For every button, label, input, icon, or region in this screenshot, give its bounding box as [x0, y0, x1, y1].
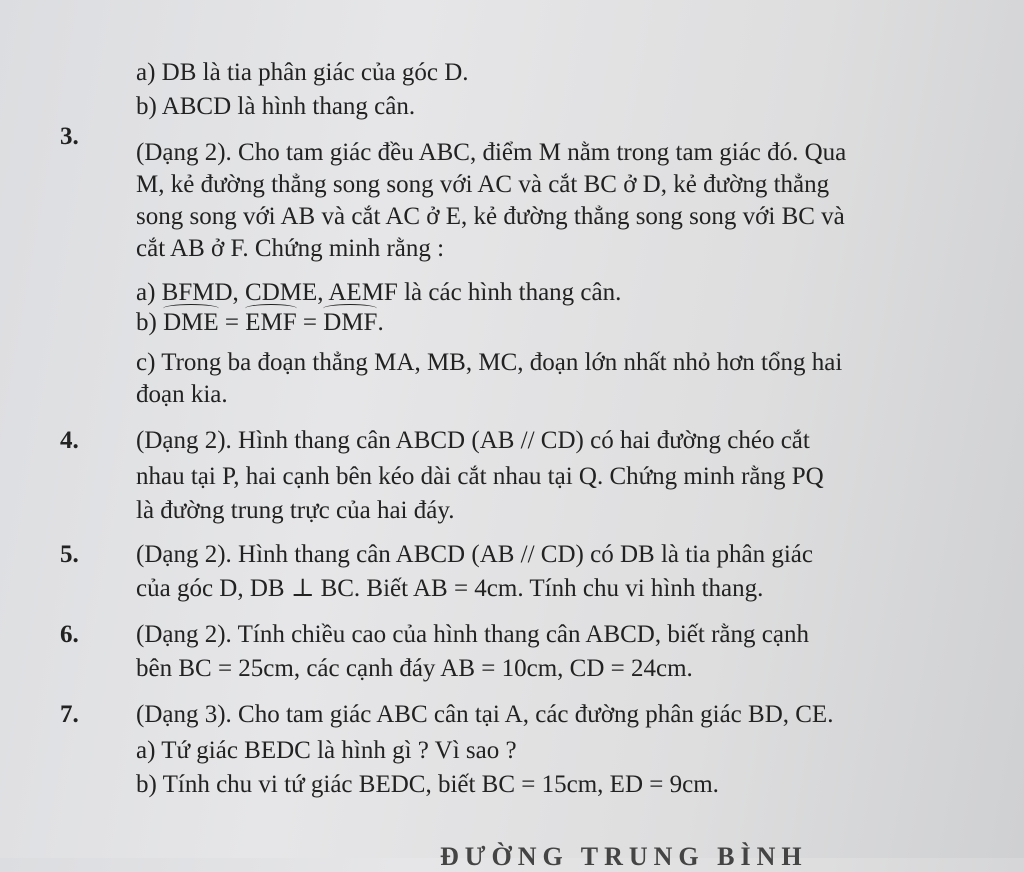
problem-4-line-3: là đường trung trực của hai đáy.: [136, 497, 455, 524]
problem-3-part-b: [136, 308, 384, 338]
angle-dme: DME: [163, 309, 219, 336]
problem-7-part-b: b) Tính chu vi tứ giác BEDC, biết BC = 15cm, ED = 9cm.: [136, 771, 719, 798]
problem-7-part-a: a) Tứ giác BEDC là hình gì ? Vì sao ?: [136, 737, 517, 764]
problem-7-number: 7.: [60, 701, 79, 728]
problem-5-number: 5.: [60, 541, 79, 568]
problem-4-number: 4.: [60, 427, 79, 454]
problem-4-line-2: nhau tại P, hai cạnh bên kéo dài cắt nhau tại Q. Chứng minh rằng PQ: [136, 463, 824, 490]
problem-3-line-1: (Dạng 2). Cho tam giác đều ABC, điểm M nằm trong tam giác đó. Qua: [136, 139, 847, 166]
part-b-label: b): [136, 309, 157, 336]
problem-3-part-a: a) BFMD, CDME, AEMF là các hình thang cân.: [136, 279, 622, 306]
problem-3-line-2: M, kẻ đường thẳng song song với AC và cắt BC ở D, kẻ đường thẳng: [136, 171, 830, 198]
problem-3-line-4: cắt AB ở F. Chứng minh rằng :: [136, 235, 445, 262]
item-2a: a) DB là tia phân giác của góc D.: [136, 59, 469, 86]
item-2b: b) ABCD là hình thang cân.: [136, 93, 416, 120]
problem-3-number: 3.: [60, 123, 79, 150]
problem-7-line-1: (Dạng 3). Cho tam giác ABC cân tại A, các đường phân giác BD, CE.: [136, 701, 834, 728]
problem-5-line-1: (Dạng 2). Hình thang cân ABCD (AB // CD) có DB là tia phân giác: [136, 541, 813, 568]
angle-dmf: DMF: [323, 309, 378, 336]
problem-3-line-3: song song với AB và cắt AC ở E, kẻ đường thẳng song song với BC và: [136, 203, 845, 230]
problem-6-line-1: (Dạng 2). Tính chiều cao của hình thang cân ABCD, biết rằng cạnh: [136, 621, 809, 648]
section-heading-partial: ĐƯỜNG TRUNG BÌNH: [440, 842, 808, 871]
angle-emf: EMF: [245, 309, 297, 336]
problem-3-part-c-line-1: c) Trong ba đoạn thẳng MA, MB, MC, đoạn lớn nhất nhỏ hơn tổng hai: [136, 349, 843, 376]
problem-3-part-c-line-2: đoạn kia.: [136, 381, 228, 408]
equals-sign: =: [224, 309, 239, 336]
problem-6-number: 6.: [60, 621, 79, 648]
equals-sign: =: [302, 309, 318, 336]
problem-5-line-2: của góc D, DB ⊥ BC. Biết AB = 4cm. Tính chu vi hình thang.: [136, 575, 764, 602]
period: .: [377, 309, 384, 336]
problem-4-line-1: (Dạng 2). Hình thang cân ABCD (AB // CD) có hai đường chéo cắt: [136, 427, 810, 454]
problem-6-line-2: bên BC = 25cm, các cạnh đáy AB = 10cm, CD = 24cm.: [136, 655, 693, 682]
